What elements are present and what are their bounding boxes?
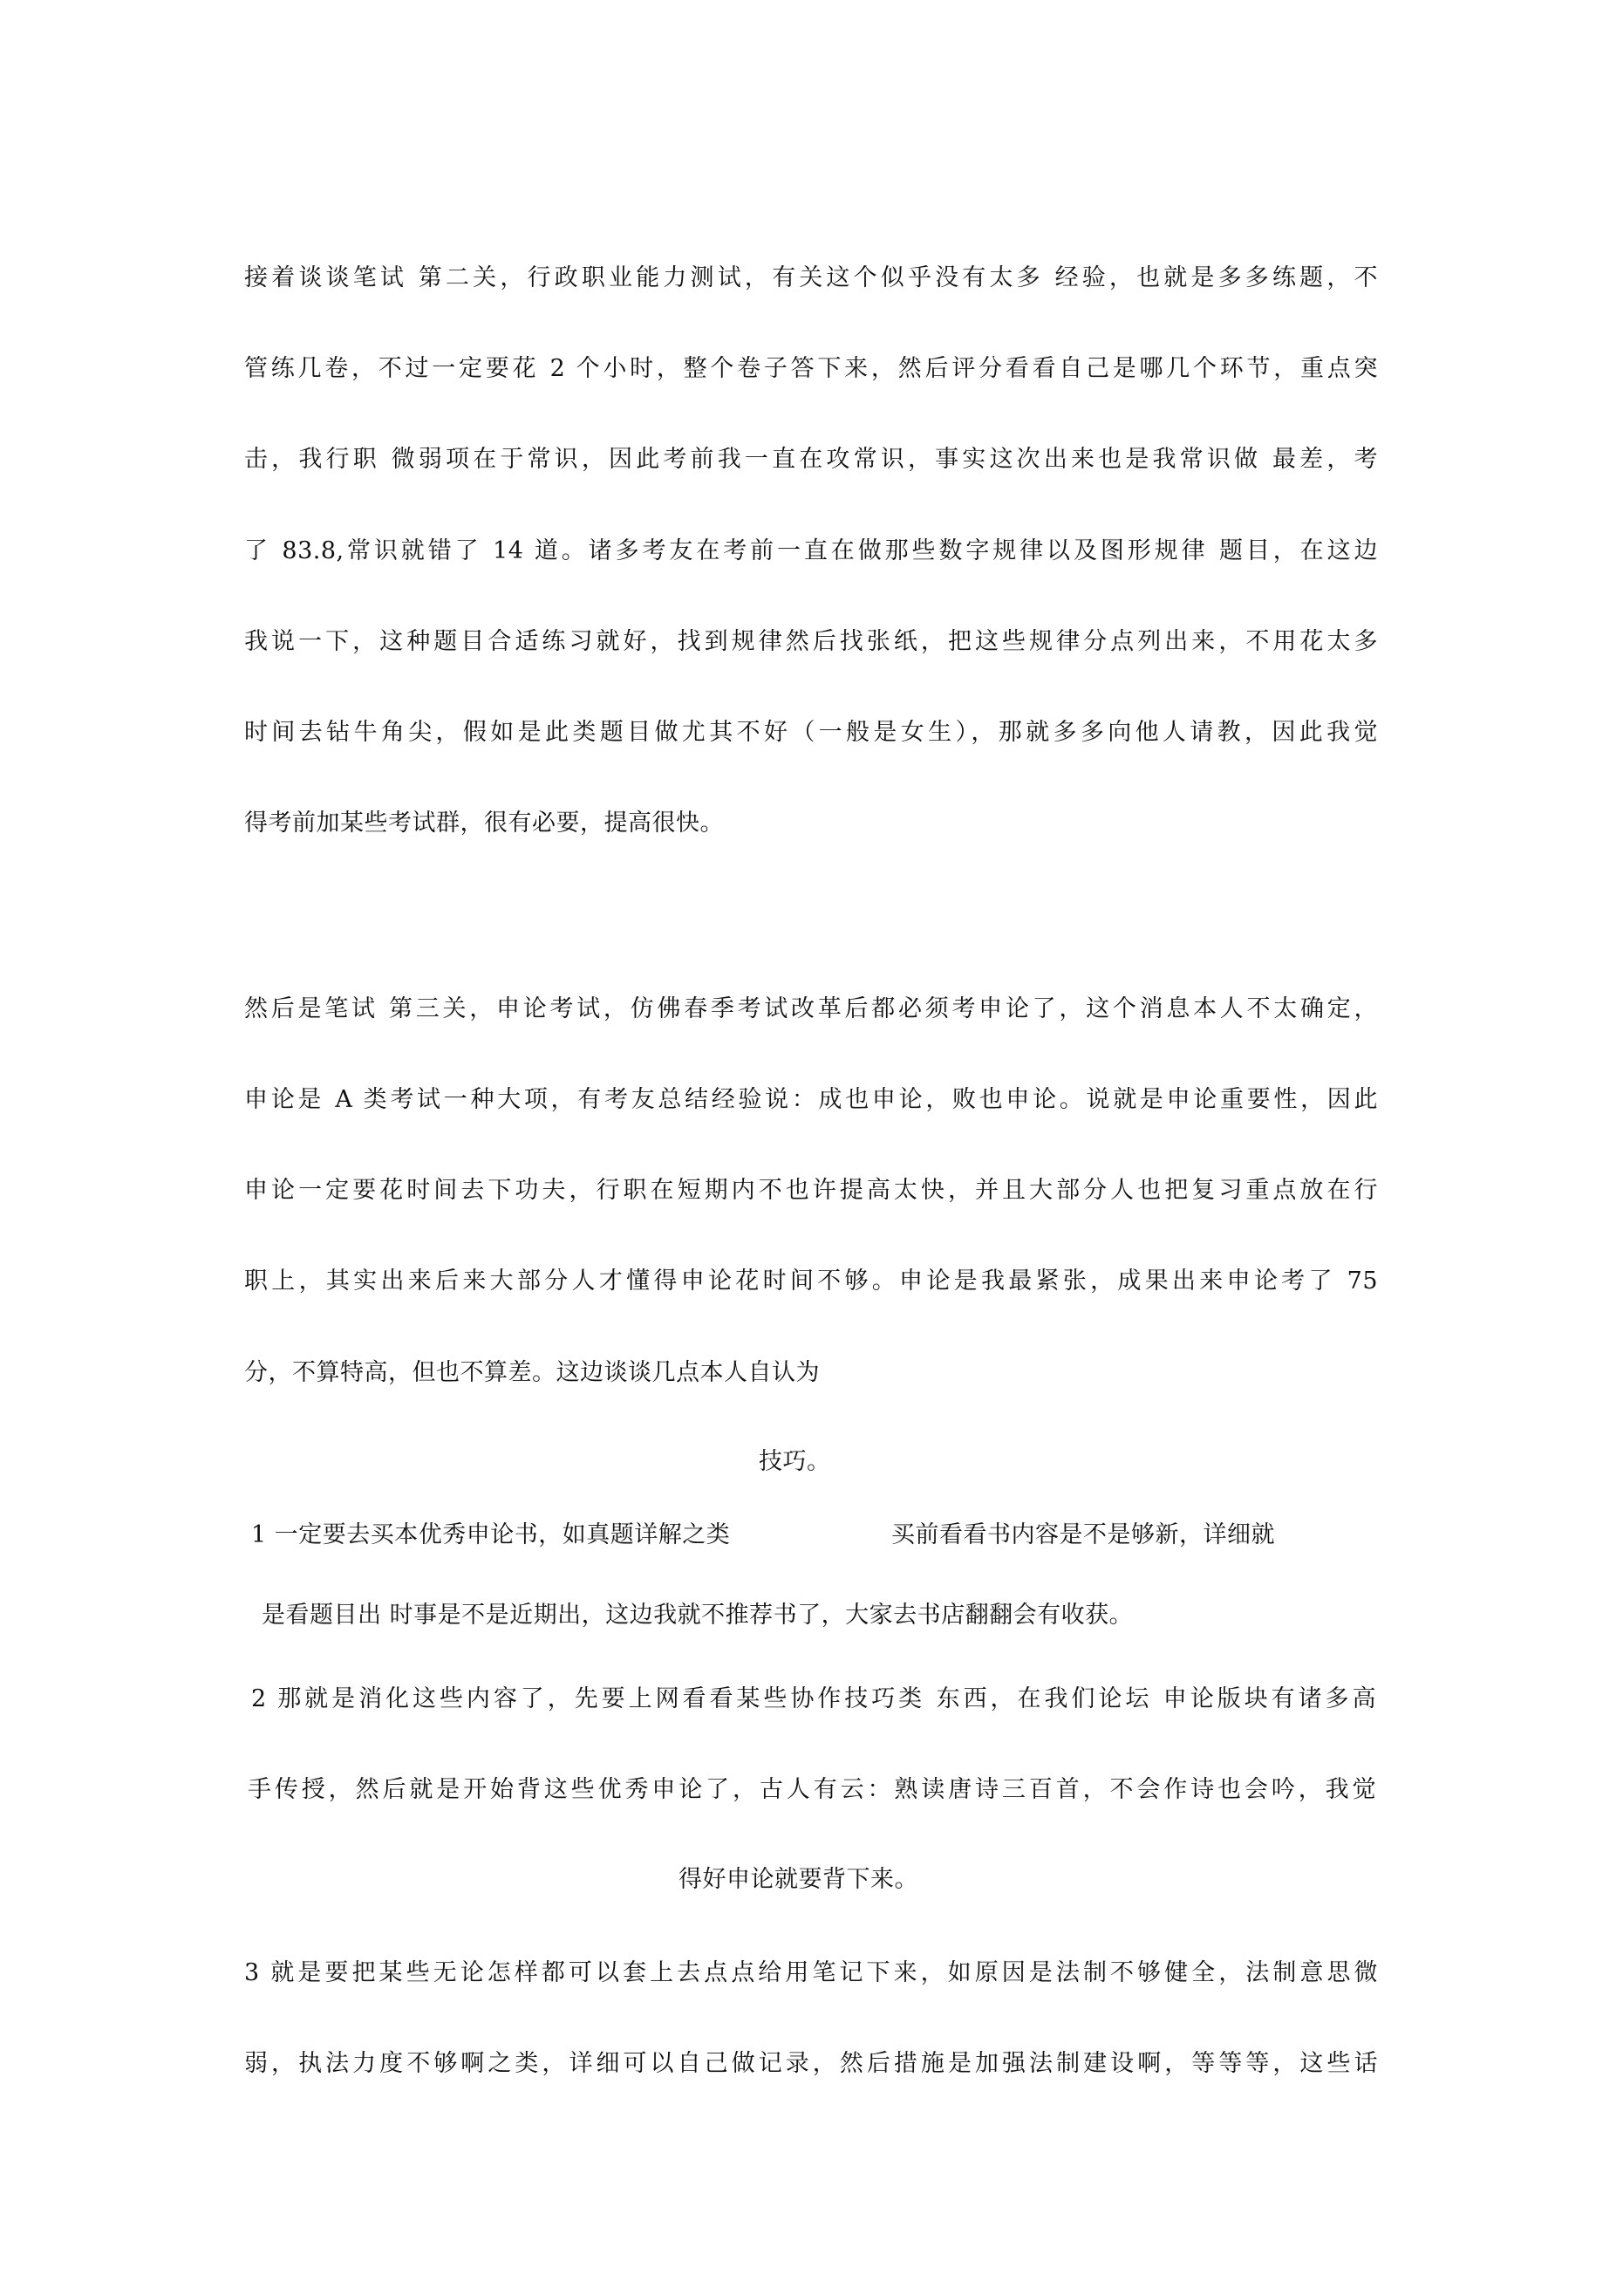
item-2-line-3: 得好申论就要背下来。 xyxy=(679,1866,918,1893)
item-3-line-2: 弱，执法力度不够啊之类，详细可以自己做记录，然后措施是加强法制建设啊，等等等，这些话 xyxy=(244,2050,1378,2077)
paragraph-2-line-2: 申论是 A 类考试一种大项，有考友总结经验说：成也申论，败也申论。说就是申论重要性，因此 xyxy=(244,1086,1378,1113)
paragraph-1-line-3: 击，我行职 微弱项在于常识，因此考前我一直在攻常识，事实这次出来也是我常识做 最差，考 xyxy=(244,446,1378,473)
paragraph-1-line-6: 时间去钻牛角尖，假如是此类题目做尤其不好（一般是女生），那就多多向他人请教，因此我觉 xyxy=(244,719,1378,746)
paragraph-1-line-1: 接着谈谈笔试 第二关，行政职业能力测试，有关这个似乎没有太多 经验，也就是多多练题，不 xyxy=(244,264,1378,291)
paragraph-2-line-3: 申论一定要花时间去下功夫，行职在短期内不也许提高太快，并且大部分人也把复习重点放在行 xyxy=(244,1177,1378,1204)
section-heading: 技巧。 xyxy=(759,1448,831,1475)
paragraph-2-line-5: 分，不算特高，但也不算差。这边谈谈几点本人自认为 xyxy=(244,1359,820,1386)
item-1-line-1-part-a: 1 一定要去买本优秀申论书，如真题详解之类 xyxy=(251,1521,731,1548)
item-3-line-1: 3 就是要把某些无论怎样都可以套上去点点给用笔记下来，如原因是法制不够健全，法制意思微 xyxy=(244,1959,1378,1986)
item-2-line-1: 2 那就是消化这些内容了，先要上网看看某些协作技巧类 东西，在我们论坛 申论版块有诸多高 xyxy=(251,1685,1376,1712)
paragraph-2-line-4: 职上，其实出来后来大部分人才懂得申论花时间不够。申论是我最紧张，成果出来申论考了 75 xyxy=(244,1268,1378,1295)
paragraph-1-line-4: 了 83.8,常识就错了 14 道。诸多考友在考前一直在做那些数字规律以及图形规律 题目，在这边 xyxy=(244,537,1378,564)
item-1-line-1-part-b: 买前看看书内容是不是够新，详细就 xyxy=(891,1521,1275,1548)
paragraph-2-line-1: 然后是笔试 第三关，申论考试，仿佛春季考试改革后都必须考申论了，这个消息本人不太确定， xyxy=(244,995,1378,1022)
item-1-line-2: 是看题目出 时事是不是近期出，这边我就不推荐书了，大家去书店翻翻会有收获。 xyxy=(262,1602,1134,1629)
paragraph-1-line-2: 管练几卷，不过一定要花 2 个小时，整个卷子答下来，然后评分看看自己是哪几个环节，重点突 xyxy=(244,355,1378,382)
item-2-line-2: 手传授，然后就是开始背这些优秀申论了，古人有云：熟读唐诗三百首，不会作诗也会吟，我觉 xyxy=(248,1776,1376,1803)
paragraph-1-line-7: 得考前加某些考试群，很有必要，提高很快。 xyxy=(244,810,724,837)
paragraph-1-line-5: 我说一下，这种题目合适练习就好，找到规律然后找张纸，把这些规律分点列出来，不用花太多 xyxy=(244,628,1378,655)
